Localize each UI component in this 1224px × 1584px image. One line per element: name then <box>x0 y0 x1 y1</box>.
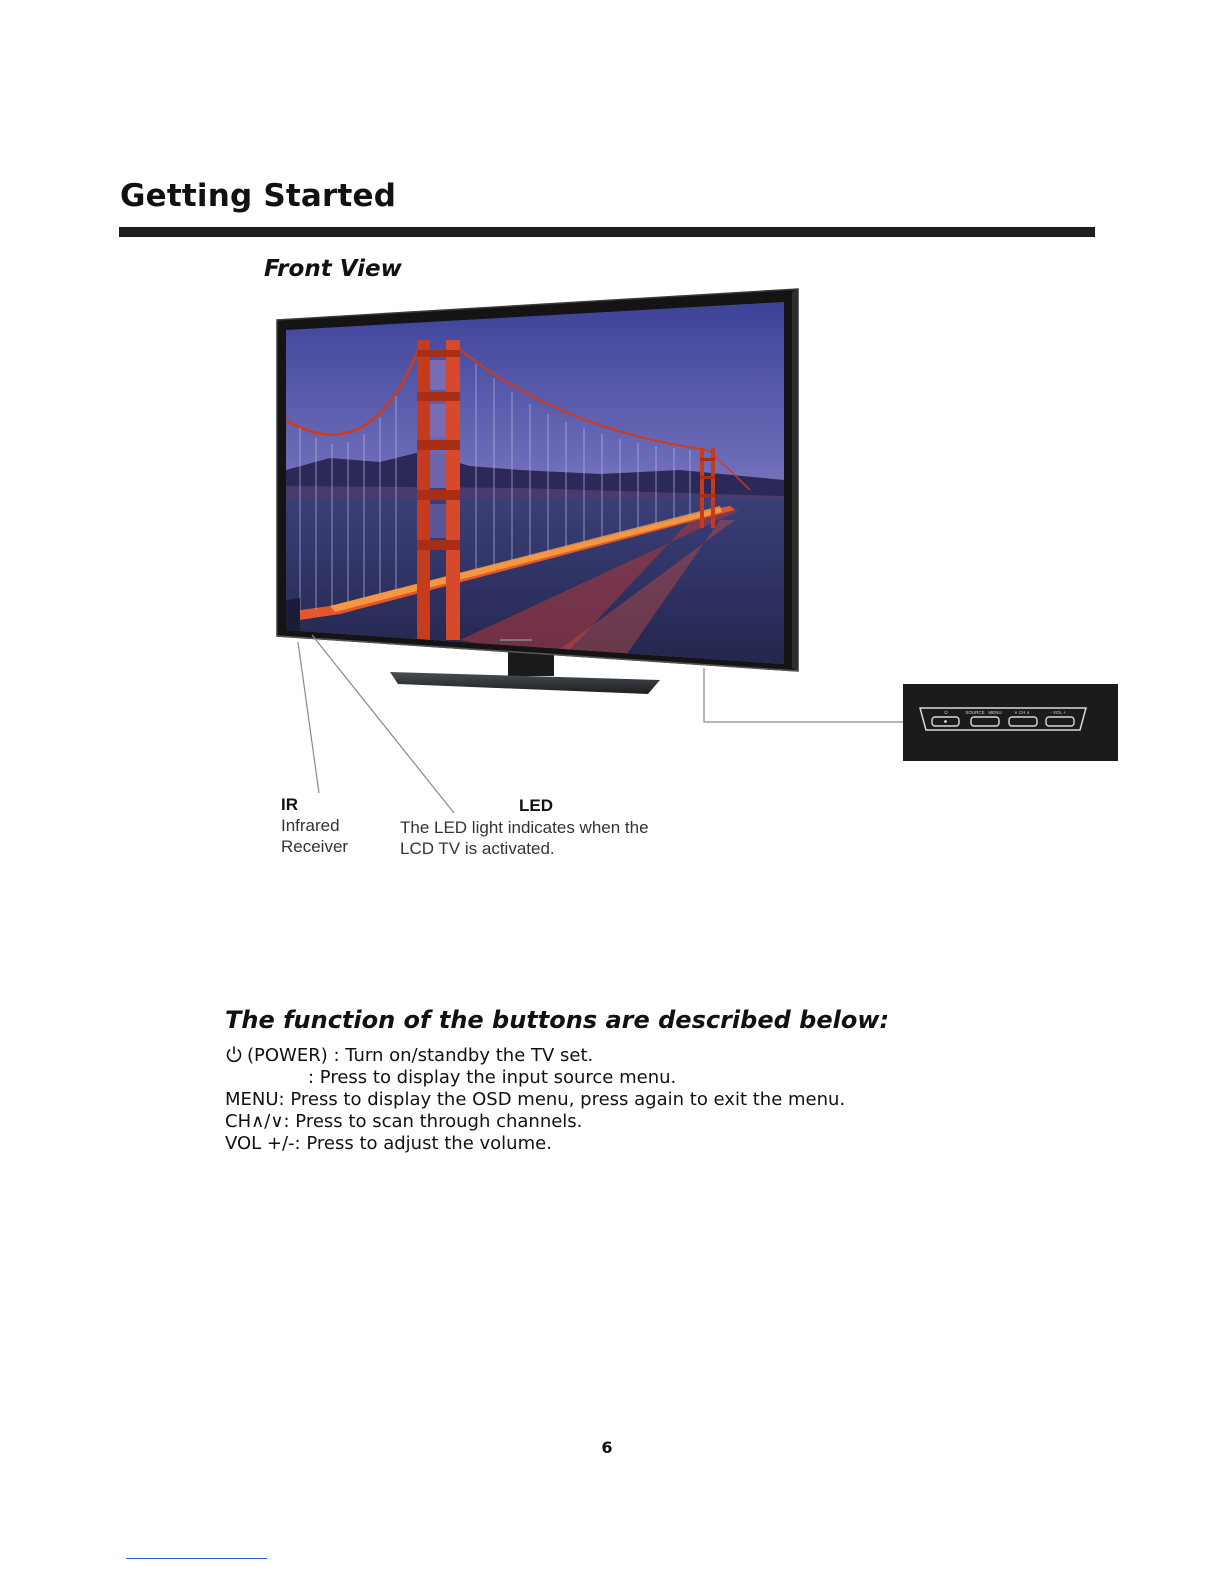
ir-callout-title: IR <box>281 795 298 814</box>
footer-line <box>126 1558 267 1559</box>
page-title: Getting Started <box>120 178 397 214</box>
panel-power-label: ⏻ <box>944 710 948 715</box>
page-number: 6 <box>601 1438 613 1457</box>
function-text-power: (POWER) : Turn on/standby the TV set. <box>247 1045 594 1066</box>
panel-vol-label: - VOL + <box>1050 710 1066 715</box>
function-item-source: : Press to display the input source menu. <box>308 1067 677 1088</box>
ir-callout-line2: Receiver <box>281 837 349 856</box>
functions-list <box>225 1045 845 1155</box>
function-item-menu: MENU: Press to display the OSD menu, press again to exit the menu. <box>225 1089 846 1110</box>
panel-menu-label: MENU <box>988 710 1002 715</box>
led-callout-title: LED <box>519 796 553 815</box>
led-callout-line1: The LED light indicates when the <box>400 818 649 837</box>
led-callout-line2: LCD TV is activated. <box>400 839 555 858</box>
function-item-volume: VOL +/-: Press to adjust the volume. <box>225 1133 552 1154</box>
panel-source-label: SOURCE <box>965 710 985 715</box>
function-item-power <box>225 1045 845 1067</box>
functions-title: The function of the buttons are described below: <box>225 1006 890 1034</box>
front-view-title: Front View <box>264 256 402 282</box>
callout-leader-lines <box>298 635 924 813</box>
ir-callout-line1: Infrared <box>281 816 340 835</box>
brand-logo <box>500 639 532 641</box>
power-icon <box>225 1045 243 1063</box>
control-panel-inset <box>903 684 1118 761</box>
panel-ch-label: ∨ CH ∧ <box>1014 710 1030 715</box>
tv-screen <box>280 290 790 678</box>
function-item-channel: CH∧/∨: Press to scan through channels. <box>225 1111 583 1132</box>
